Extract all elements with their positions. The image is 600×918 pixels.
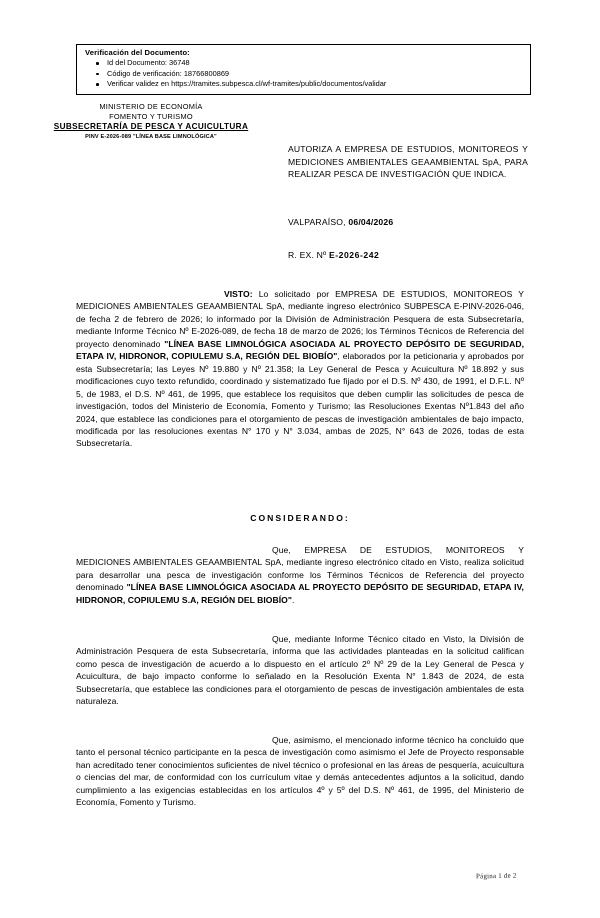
- resolution-value: E-2026-242: [328, 250, 380, 260]
- letterhead: [20, 102, 282, 141]
- verification-list: [85, 58, 526, 90]
- letterhead-ministry: MINISTERIO DE ECONOMÍA: [99, 102, 203, 111]
- visto-heading: VISTO:: [224, 289, 253, 299]
- cons2-text: Que, mediante Informe Técnico citado en Visto, la División de Administración Pesquera de esta Subsecretaría, informa que las actividades planteadas en la solicitud califican como pesca de investigación de acuerdo a lo dispuesto en el artículo 2º Nº 29 de la Ley General de Pesca y Acuicultura, de bajo impacto conforme lo señalado en la Resolución Exenta N° 1.843 de 2024, de esta Subsecretaría, que establece las condiciones para el otorgamiento de pescas de investigación ambientales de esta naturaleza.: [76, 634, 524, 707]
- letterhead-project-code: PINV E-2026-089 "LÍNEA BASE LIMNOLÓGICA": [85, 133, 217, 140]
- place-and-date: [288, 216, 393, 228]
- visto-section: [76, 288, 524, 450]
- considerando-heading: CONSIDERANDO:: [250, 513, 350, 523]
- resolution-prefix: R. EX. Nº: [288, 250, 329, 260]
- verification-title: Verificación del Documento:: [85, 48, 190, 57]
- cons1-text-part2: .: [291, 594, 295, 605]
- visto-text-part1: Lo solicitado por EMPRESA DE ESTUDIOS, MONITOREOS Y MEDICIONES AMBIENTALES GEAAMBIENTAL SpA, mediante ingreso electrónico SUBPESCA E-PINV-2026-046, de fecha 2 de febrero de 2026; lo informado por la División de Administración Pesquera de esta Subsecretaría, mediante Informe Técnico Nº E-2026-089, de fecha 18 de marzo de 2026; los Términos Técnicos de Referencia del proyecto denominado: [76, 289, 524, 349]
- document-subject: AUTORIZA A EMPRESA DE ESTUDIOS, MONITOREOS Y MEDICIONES AMBIENTALES GEAAMBIENTAL SpA, PARA REALIZAR PESCA DE INVESTIGACIÓN QUE INDICA.: [288, 144, 528, 180]
- cons1-text-part1: Que, EMPRESA DE ESTUDIOS, MONITOREOS Y MEDICIONES AMBIENTALES GEAAMBIENTAL SpA, mediante ingreso electrónico citado en Visto, realiza solicitud para desarrollar una pesca de investigación conforme los Términos Técnicos de Referencia del proyecto denominado: [76, 545, 524, 593]
- verification-item-url[interactable]: Verificar validez en https://tramites.subpesca.cl/wf-tramites/public/documentos/validar: [107, 79, 526, 90]
- cons1-project-name: "LÍNEA BASE LIMNOLÓGICA ASOCIADA AL PROYECTO DEPÓSITO DE SEGURIDAD, ETAPA IV, HIDRONOR, COPIULEMU S.A, REGIÓN DEL BIOBÍO": [76, 582, 524, 605]
- letterhead-subsecretary: SUBSECRETARÍA DE PESCA Y ACUICULTURA: [53, 122, 249, 132]
- date-value: 06/04/2026: [348, 217, 394, 227]
- resolution-number: [288, 249, 379, 261]
- place-label: VALPARAÍSO,: [288, 217, 349, 227]
- considerando-paragraph-3: [76, 734, 524, 809]
- verification-item-id: Id del Documento: 36748: [107, 58, 526, 69]
- letterhead-department: FOMENTO Y TURISMO: [109, 111, 193, 121]
- visto-text-part2: , elaborados por la peticionaria y aprobados por esta Subsecretaría; las Leyes Nº 19.880 y Nº 21.358; la Ley General de Pesca y Acuicultura Nº 18.892 y sus modificaciones cuyo texto refundido, coordinado y sistematizado fue fijado por el D.S. Nº 430, de 1991, el D.F.L. Nº 5, de 1983, el D.S. Nº 461, de 1995, que establece los requisitos que deben cumplir las solicitudes de pesca de investigación, todos del Ministerio de Economía, Fomento y Turismo; las Resoluciones Exentas Nº1.843 del año 2024, que establece las condiciones para el otorgamiento de pescas de investigación ambientales de bajo impacto, modificada por las resoluciones exentas N° 170 y N° 3.034, ambas de 2025, N° 643 de 2026, todas de esta Subsecretaría.: [76, 351, 524, 449]
- visto-project-name: "LÍNEA BASE LIMNOLÓGICA ASOCIADA AL PROYECTO DEPÓSITO DE SEGURIDAD, ETAPA IV, HIDRONOR, COPIULEMU S.A, REGIÓN DEL BIOBÍO": [76, 338, 524, 362]
- considerando-paragraph-1: [76, 544, 524, 606]
- verification-item-code: Código de verificación: 18766800869: [107, 69, 526, 80]
- document-verification-box: [76, 44, 531, 95]
- footer-page-number: Página 1 de 2: [475, 871, 517, 881]
- cons3-text: Que, asimismo, el mencionado informe técnico ha concluido que tanto el personal técnico participante en la pesca de investigación como asimismo el Jefe de Proyecto responsable han acreditado tener conocimientos suficientes de nivel técnico o profesional en las áreas de pesquería, acuicultura o ciencias del mar, de conformidad con los currículum vitae y demás antecedentes adjuntos a la solicitud, dando cumplimiento a las exigencias establecidas en los artículos 4º y 5º del D.S. Nº 461, de 1995, del Ministerio de Economía, Fomento y Turismo.: [76, 735, 524, 808]
- considerando-paragraph-2: [76, 633, 524, 708]
